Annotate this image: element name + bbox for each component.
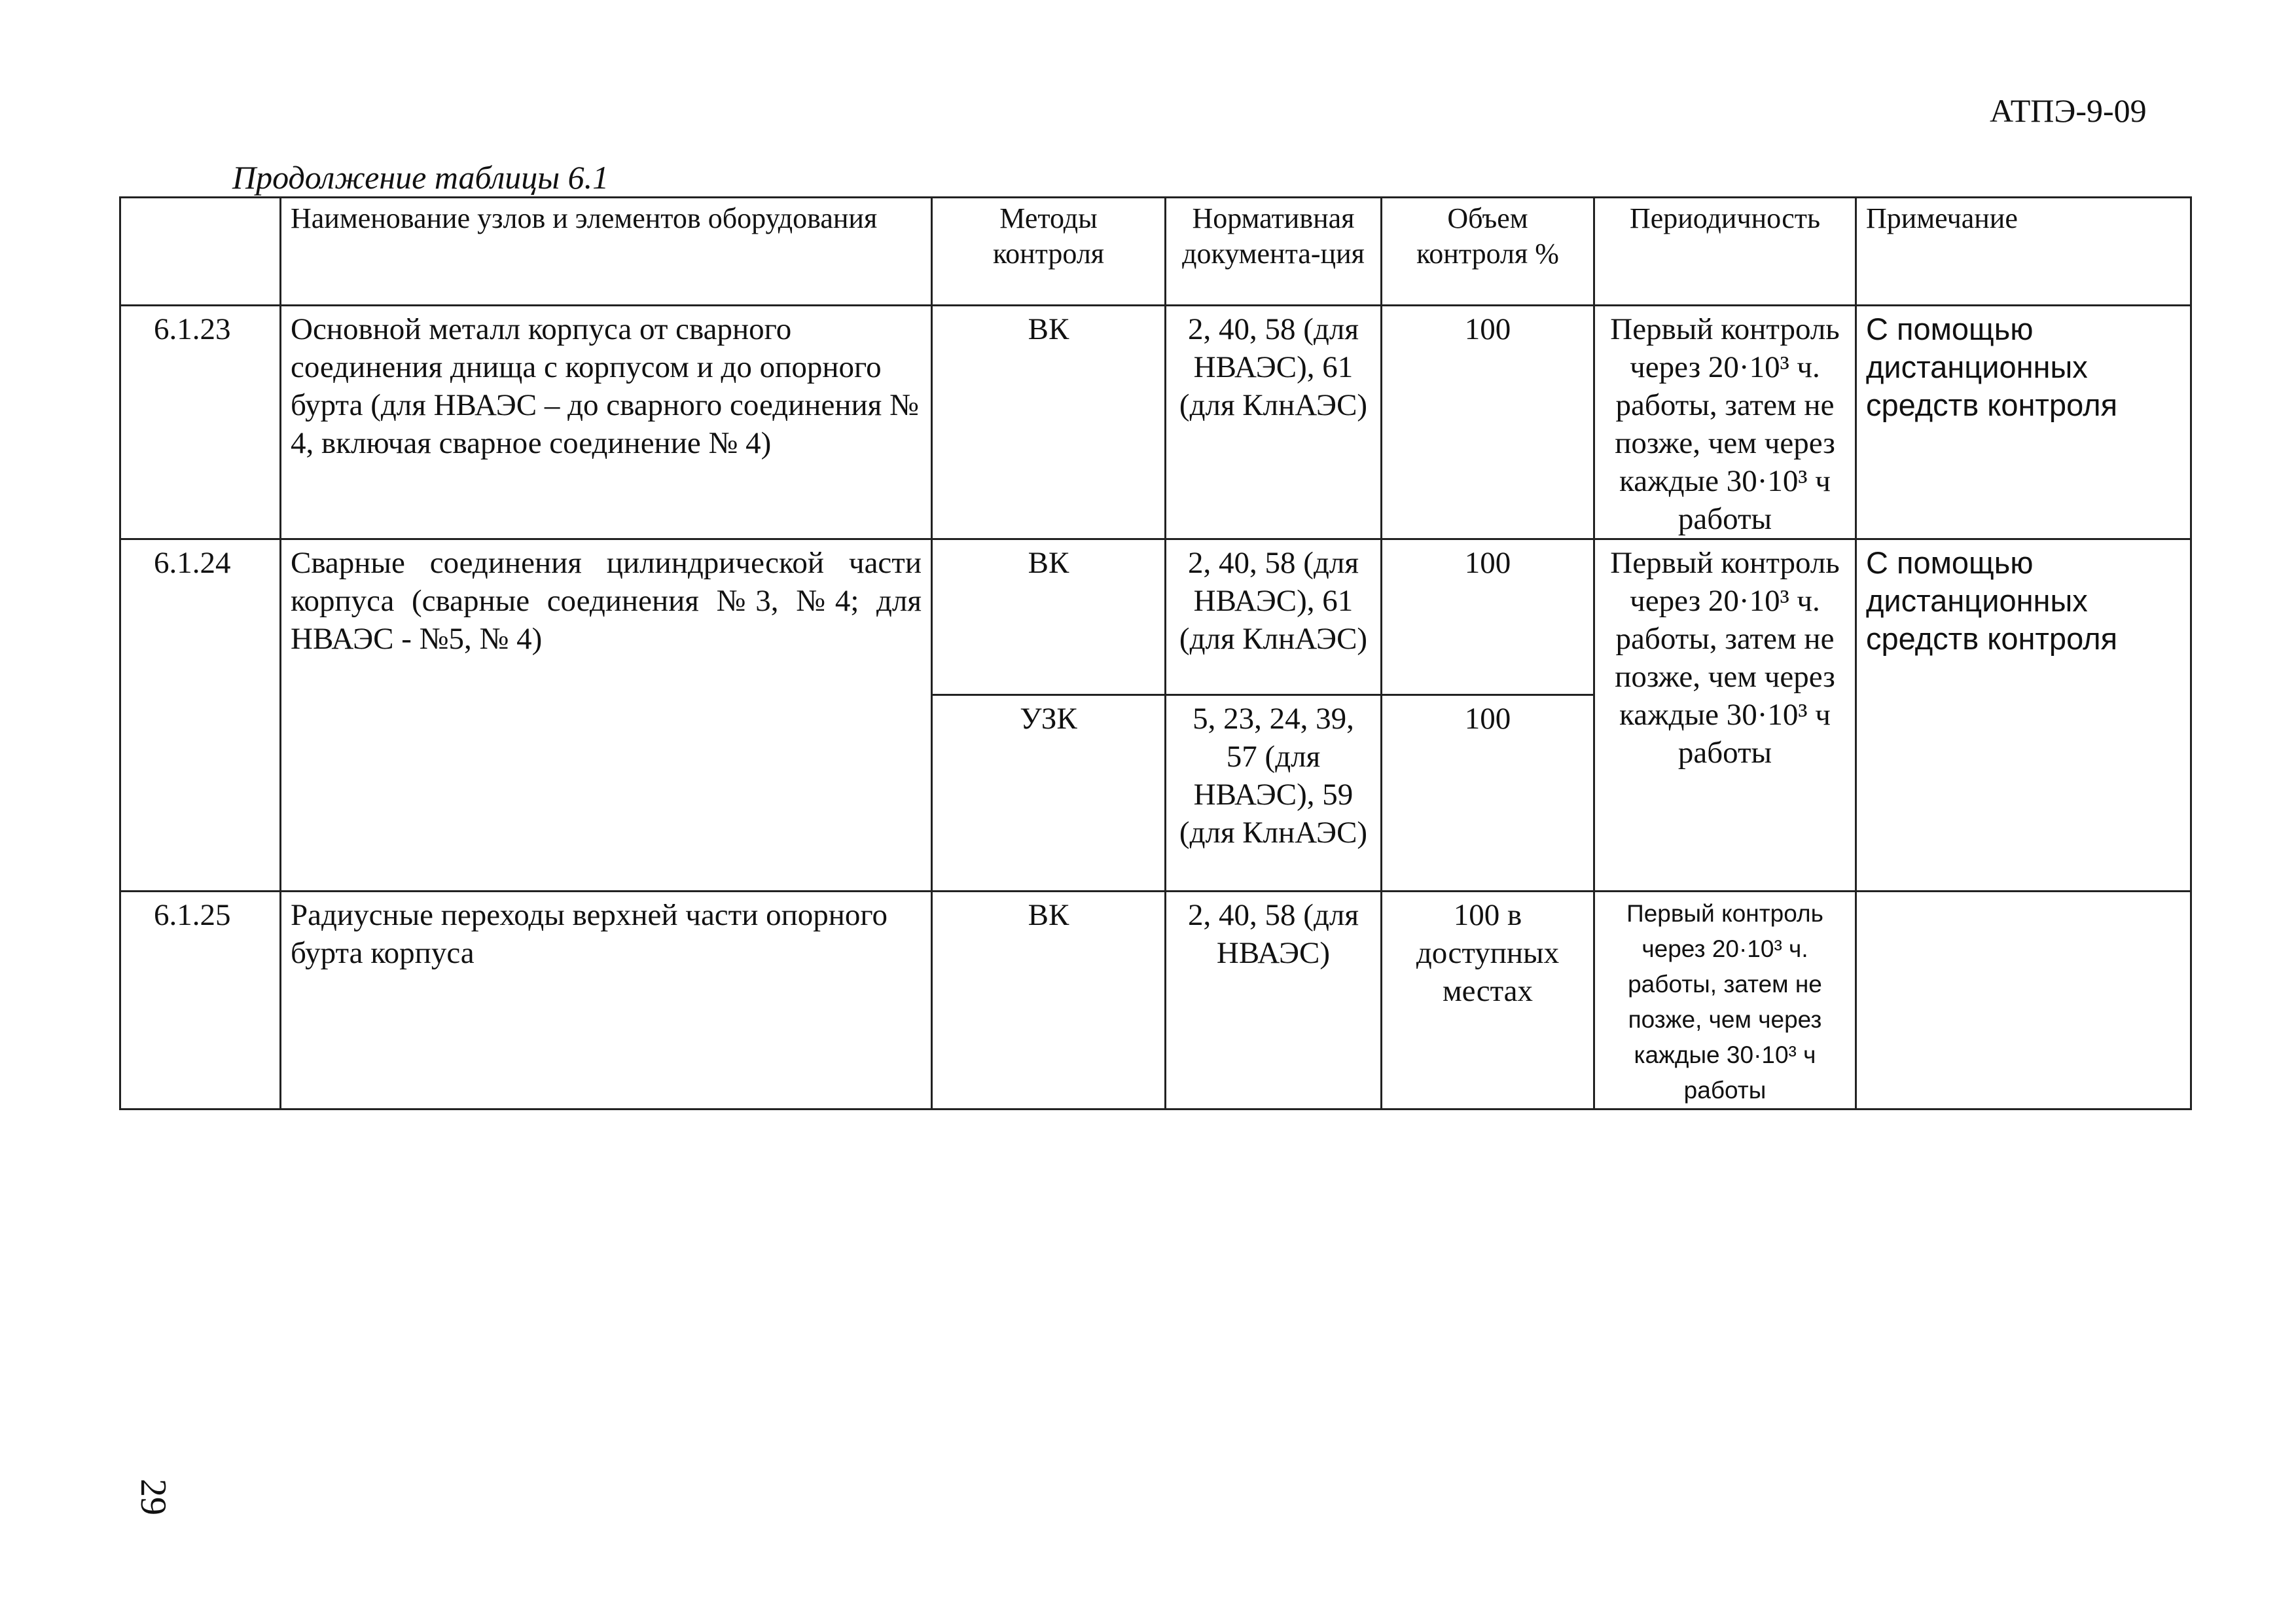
periodicity: Первый контроль через 20·10³ ч. работы, затем не позже, чем через каждые 30·10³ ч работы <box>1594 539 1856 892</box>
normative-docs: 5, 23, 24, 39, 57 (для НВАЭС), 59 (для КлнАЭС) <box>1166 695 1382 892</box>
note <box>1856 892 2191 1110</box>
inspection-table <box>119 196 2192 1110</box>
header-normdoc: Нормативная документа-ция <box>1166 198 1382 306</box>
document-code: АТПЭ-9-09 <box>1990 92 2147 129</box>
row-number: 6.1.25 <box>120 892 281 1110</box>
control-volume: 100 <box>1382 306 1594 539</box>
header-note: Примечание <box>1856 198 2191 306</box>
page-number: 29 <box>133 1479 173 1515</box>
header-periodicity: Периодичность <box>1594 198 1856 306</box>
control-volume: 100 <box>1382 695 1594 892</box>
control-method: ВК <box>932 539 1166 695</box>
control-volume: 100 <box>1382 539 1594 695</box>
table-row <box>120 539 2191 695</box>
element-name: Сварные соединения цилиндрической части корпуса (сварные соединения №3, №4; для НВАЭС - №5, № 4) <box>281 539 932 892</box>
control-volume: 100 в доступных местах <box>1382 892 1594 1110</box>
table-row <box>120 306 2191 539</box>
control-method: ВК <box>932 892 1166 1110</box>
normative-docs: 2, 40, 58 (для НВАЭС) <box>1166 892 1382 1110</box>
normative-docs: 2, 40, 58 (для НВАЭС), 61 (для КлнАЭС) <box>1166 306 1382 539</box>
element-name: Радиусные переходы верхней части опорного бурта корпуса <box>281 892 932 1110</box>
header-methods: Методы контроля <box>932 198 1166 306</box>
table-caption: Продолжение таблицы 6.1 <box>232 159 609 196</box>
periodicity: Первый контроль через 20·10³ ч. работы, затем не позже, чем через каждые 30·10³ ч работы <box>1594 892 1856 1110</box>
control-method: УЗК <box>932 695 1166 892</box>
row-number: 6.1.24 <box>120 539 281 892</box>
note: С помощью дистанционных средств контроля <box>1856 539 2191 892</box>
header-name: Наименование узлов и элементов оборудования <box>281 198 932 306</box>
note: С помощью дистанционных средств контроля <box>1856 306 2191 539</box>
header-number-cell <box>120 198 281 306</box>
element-name: Основной металл корпуса от сварного соединения днища с корпусом и до опорного бурта (для НВАЭС – до сварного соединения № 4, включая сварное соединение № 4) <box>281 306 932 539</box>
header-volume: Объем контроля % <box>1382 198 1594 306</box>
periodicity: Первый контроль через 20·10³ ч. работы, затем не позже, чем через каждые 30·10³ ч работы <box>1594 306 1856 539</box>
row-number: 6.1.23 <box>120 306 281 539</box>
table-header-row <box>120 198 2191 306</box>
table-row <box>120 892 2191 1110</box>
control-method: ВК <box>932 306 1166 539</box>
normative-docs: 2, 40, 58 (для НВАЭС), 61 (для КлнАЭС) <box>1166 539 1382 695</box>
